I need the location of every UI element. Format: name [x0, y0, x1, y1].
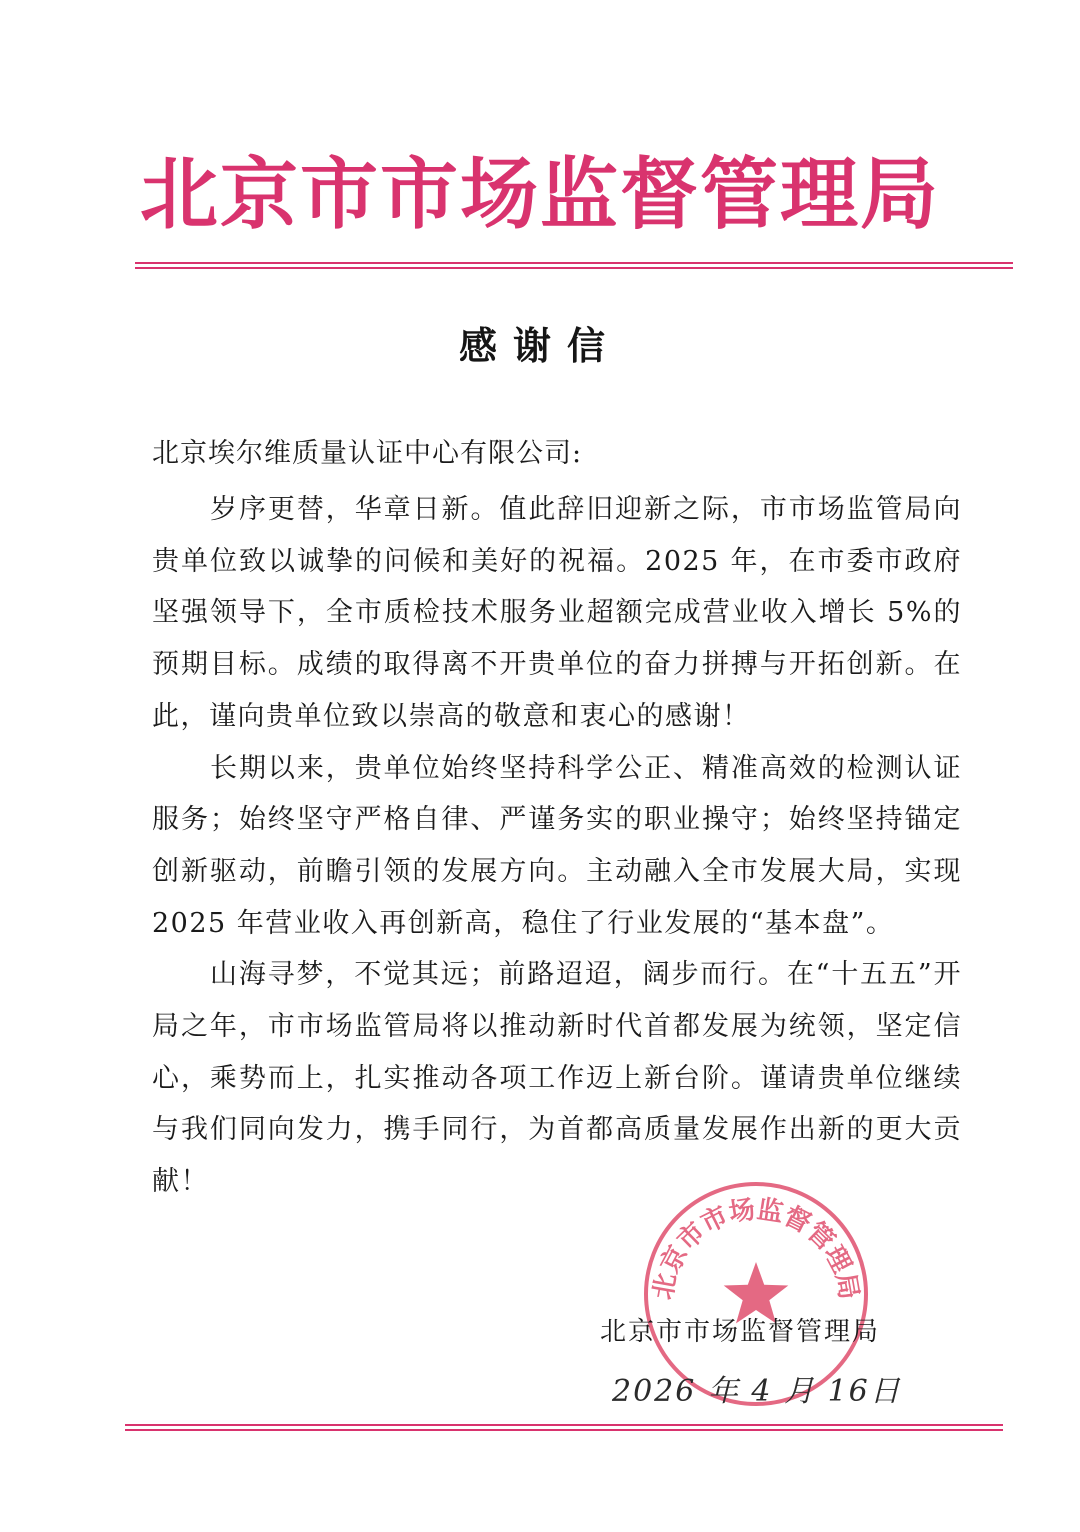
paragraph-2: 长期以来，贵单位始终坚持科学公正、精准高效的检测认证服务；始终坚守严格自律、严谨务实的职业操守；始终坚持锚定创新驱动，前瞻引领的发展方向。主动融入全市发展大局，实现2025 年营业收入再创新高，稳住了行业发展的“基本盘”。	[152, 752, 962, 939]
letterhead-divider-top	[135, 262, 1013, 269]
signer-name: 北京市市场监督管理局	[600, 1317, 881, 1347]
salutation: 北京埃尔维质量认证中心有限公司:	[152, 438, 583, 469]
letterhead-title: 北京市市场监督管理局	[139, 150, 940, 240]
letter-body	[152, 484, 962, 1208]
seal-text: 北京市市场监督管理局	[648, 1194, 864, 1302]
letterhead-divider-bottom	[125, 1424, 1003, 1431]
paragraph-3: 山海寻梦，不觉其远；前路迢迢，阔步而行。在“十五五”开局之年，市市场监管局将以推动新时代首都发展为统领，坚定信心，乘势而上，扎实推动各项工作迈上新台阶。谨请贵单位继续与我们同向发力，携手同行，为首都高质量发展作出新的更大贡献！	[152, 959, 962, 1198]
letter-title: 感谢信	[458, 324, 621, 368]
signature-date: 2026 年 4 月 16日	[612, 1374, 902, 1409]
paragraph-1: 岁序更替，华章日新。值此辞旧迎新之际，市市场监管局向贵单位致以诚挚的问候和美好的祝福。2025 年，在市委市政府坚强领导下，全市质检技术服务业超额完成营业收入增长 5%的预期目标。成绩的取得离不开贵单位的奋力拼搏与开拓创新。在此，谨向贵单位致以崇高的敬意和衷心的感谢！	[152, 494, 962, 732]
